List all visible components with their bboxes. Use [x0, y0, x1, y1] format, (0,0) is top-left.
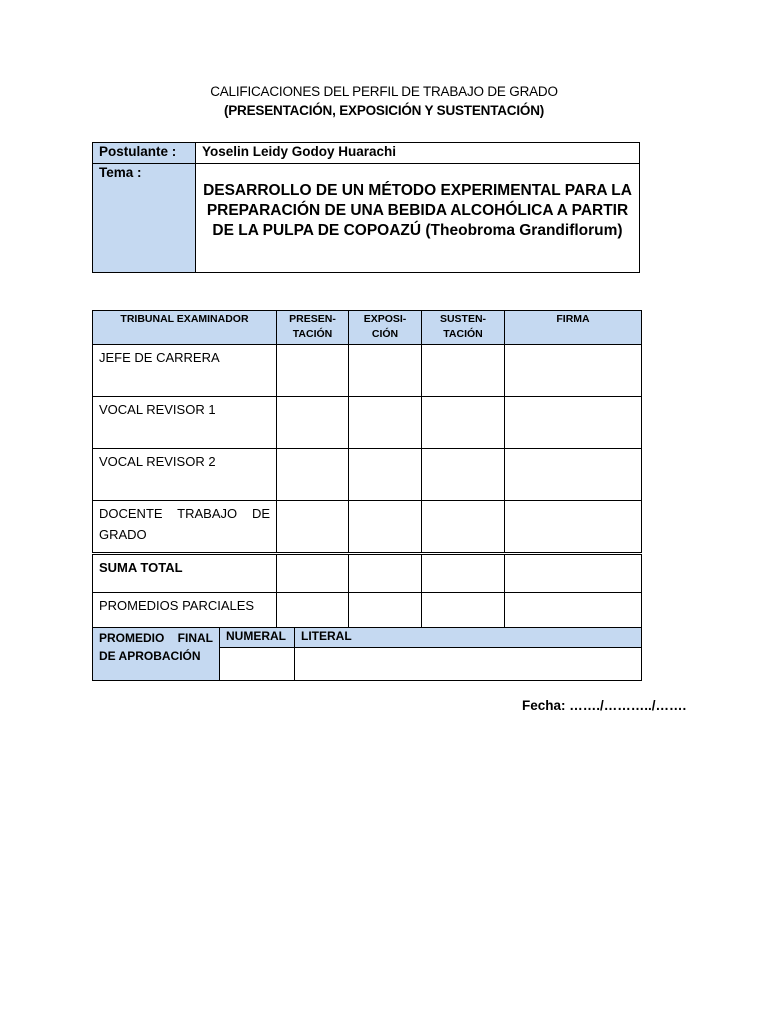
numeral-header: NUMERAL	[220, 628, 295, 648]
grade-cell	[277, 345, 349, 397]
tema-text	[202, 165, 633, 241]
header-exposicion	[349, 311, 422, 345]
signature-cell	[505, 501, 642, 554]
grade-cell	[277, 501, 349, 554]
table-row	[93, 593, 642, 631]
table-row	[93, 449, 642, 501]
header-presentacion-1: PRESEN-	[289, 313, 336, 325]
postulante-label: Postulante :	[93, 143, 196, 164]
grade-cell	[422, 397, 505, 449]
grade-cell	[422, 554, 505, 593]
row-label-vocal-1: VOCAL REVISOR 1	[93, 397, 277, 449]
postulante-table	[92, 142, 640, 273]
tema-scientific-name: (Theobroma Grandiflorum)	[425, 222, 623, 239]
header-presentacion-2: TACIÓN	[292, 328, 333, 340]
header-exposicion-1: EXPOSI-	[363, 313, 407, 325]
table-row	[93, 501, 642, 554]
row-label-vocal-2: VOCAL REVISOR 2	[93, 449, 277, 501]
promedio-final-table	[92, 627, 642, 681]
tema-line-2: PREPARACIÓN DE UNA BEBIDA ALCOHÓLICA A PARTIR	[206, 202, 629, 219]
signature-cell	[505, 593, 642, 631]
table-row	[93, 345, 642, 397]
tema-cell	[196, 164, 640, 273]
signature-cell	[505, 345, 642, 397]
promedio-label-line-2: DE APROBACIÓN	[99, 649, 201, 663]
row-label-docente	[93, 501, 277, 554]
literal-header: LITERAL	[295, 628, 642, 648]
tema-line-3	[202, 221, 633, 241]
grade-cell	[277, 554, 349, 593]
grade-cell	[349, 501, 422, 554]
promedio-final-label	[93, 628, 220, 681]
fecha-field: Fecha: ……./………../…….	[522, 698, 687, 713]
header-tribunal-examinador: TRIBUNAL EXAMINADOR	[93, 311, 277, 345]
table-row	[93, 397, 642, 449]
tema-line-3a: DE LA PULPA DE COPOAZÚ	[212, 222, 426, 239]
tema-label: Tema :	[93, 164, 196, 273]
header-sustentacion-2: TACIÓN	[443, 328, 483, 340]
tema-line-1: DESARROLLO DE UN MÉTODO EXPERIMENTAL PARA LA	[203, 182, 632, 199]
literal-value-cell	[295, 648, 642, 681]
promedio-label-line-1: PROMEDIO FINAL	[99, 631, 213, 645]
row-label-suma-total: SUMA TOTAL	[93, 554, 277, 593]
grade-cell	[277, 593, 349, 631]
header-presentacion	[277, 311, 349, 345]
grade-cell	[349, 397, 422, 449]
table-row	[93, 554, 642, 593]
numeral-value-cell	[220, 648, 295, 681]
grade-cell	[277, 449, 349, 501]
row-label-jefe: JEFE DE CARRERA	[93, 345, 277, 397]
docente-line-2: GRADO	[99, 527, 147, 542]
grade-cell	[422, 449, 505, 501]
docente-line-1: DOCENTE TRABAJO DE	[99, 506, 270, 521]
signature-cell	[505, 554, 642, 593]
grade-cell	[277, 397, 349, 449]
document-title: CALIFICACIONES DEL PERFIL DE TRABAJO DE GRADO	[210, 84, 558, 99]
grade-cell	[349, 593, 422, 631]
row-label-promedios-parciales: PROMEDIOS PARCIALES	[93, 593, 277, 631]
signature-cell	[505, 449, 642, 501]
signature-cell	[505, 397, 642, 449]
header-firma: FIRMA	[505, 311, 642, 345]
document-subtitle: (PRESENTACIÓN, EXPOSICIÓN Y SUSTENTACIÓN)	[223, 103, 545, 118]
grade-cell	[349, 554, 422, 593]
header-sustentacion	[422, 311, 505, 345]
grade-cell	[422, 501, 505, 554]
grade-cell	[349, 345, 422, 397]
grade-cell	[349, 449, 422, 501]
header-sustentacion-1: SUSTEN-	[439, 313, 487, 325]
grade-cell	[422, 345, 505, 397]
grade-cell	[422, 593, 505, 631]
header-exposicion-2: CIÓN	[371, 328, 399, 340]
postulante-value: Yoselin Leidy Godoy Huarachi	[196, 143, 640, 164]
tribunal-table	[92, 310, 642, 631]
